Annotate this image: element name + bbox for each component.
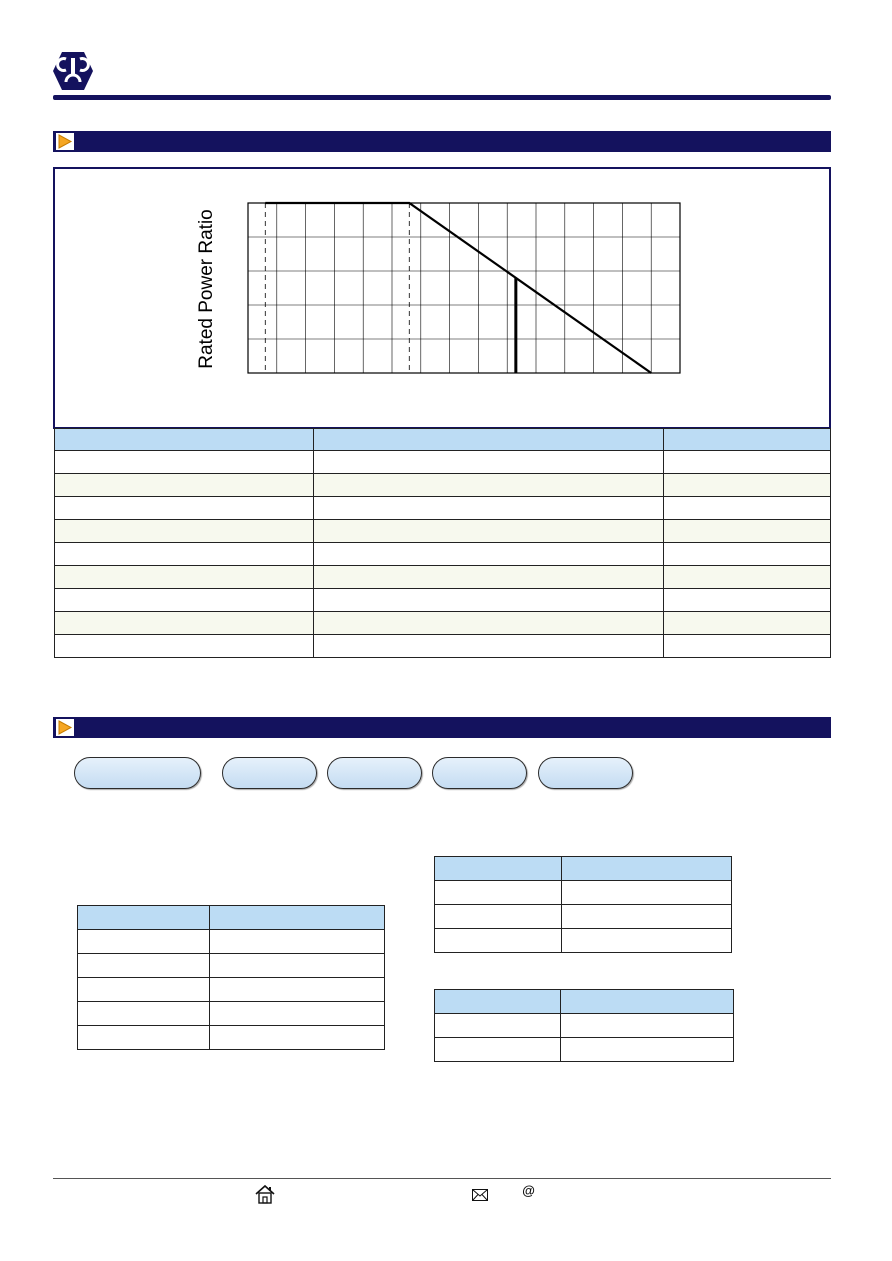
table-cell [562,881,732,905]
part-number-button-1[interactable] [74,757,201,789]
play-arrow-icon [56,719,74,736]
section-header-derating [53,131,831,152]
table-row [435,1038,734,1062]
table-cell [314,635,664,658]
table-cell [55,520,314,543]
table-cell [55,635,314,658]
table-row [78,1002,385,1026]
table-row [55,612,831,635]
table-cell [78,1026,210,1050]
table-cell [435,905,562,929]
table-cell [55,497,314,520]
play-arrow-icon [56,133,74,150]
table-cell [314,474,664,497]
derating-chart [55,169,829,427]
code-table-right-1 [434,856,732,953]
table-cell [210,1002,385,1026]
section-header-ordering [53,717,831,738]
table-row [78,1026,385,1050]
company-logo-icon [52,50,94,92]
table-cell [314,451,664,474]
table-cell [562,905,732,929]
table-cell [55,589,314,612]
table-cell [314,520,664,543]
table-cell [55,451,314,474]
table-cell [78,930,210,954]
table-cell [314,612,664,635]
table-cell [664,589,831,612]
table-cell [435,1038,561,1062]
table-row [435,905,732,929]
mail-icon[interactable] [472,1188,488,1200]
table-cell [55,543,314,566]
table-row [435,881,732,905]
table-cell [55,612,314,635]
table-cell [314,566,664,589]
derating-chart-frame [53,167,831,429]
table-row [78,978,385,1002]
column-header [314,429,664,451]
table-cell [664,566,831,589]
table-row [78,930,385,954]
column-header [435,857,562,881]
part-number-button-2[interactable] [222,757,317,789]
table-row [55,451,831,474]
column-header [562,857,732,881]
table-cell [314,589,664,612]
table-cell [664,497,831,520]
home-icon[interactable] [254,1184,276,1204]
at-icon[interactable]: @ [522,1183,535,1198]
column-header [210,906,385,930]
table-cell [561,1038,734,1062]
code-table-right-2 [434,989,734,1062]
header-rule [53,95,831,100]
column-header [78,906,210,930]
table-cell [664,612,831,635]
table-cell [664,543,831,566]
table-row [55,543,831,566]
y-axis-label: Rated Power Ratio [196,209,217,369]
table-row [435,1014,734,1038]
table-cell [210,930,385,954]
table-cell [55,474,314,497]
table-row [435,929,732,953]
table-row [55,497,831,520]
table-row [55,635,831,658]
column-header [561,990,734,1014]
table-cell [78,954,210,978]
table-row [55,520,831,543]
table-cell [664,451,831,474]
part-number-button-5[interactable] [538,757,633,789]
table-cell [664,635,831,658]
table-row [55,589,831,612]
table-cell [55,566,314,589]
table-row [78,954,385,978]
table-cell [664,520,831,543]
column-header [664,429,831,451]
part-number-button-4[interactable] [432,757,527,789]
table-cell [210,978,385,1002]
spec-table [54,428,831,658]
table-cell [435,881,562,905]
table-cell [562,929,732,953]
table-cell [435,1014,561,1038]
table-cell [664,474,831,497]
code-table-left [77,905,385,1050]
table-cell [314,497,664,520]
column-header [435,990,561,1014]
table-cell [210,1026,385,1050]
table-row [55,474,831,497]
table-cell [314,543,664,566]
table-cell [435,929,562,953]
column-header [55,429,314,451]
table-row [55,566,831,589]
footer-rule [53,1178,831,1179]
part-number-button-3[interactable] [327,757,422,789]
table-cell [78,978,210,1002]
table-cell [78,1002,210,1026]
table-cell [210,954,385,978]
table-cell [561,1014,734,1038]
